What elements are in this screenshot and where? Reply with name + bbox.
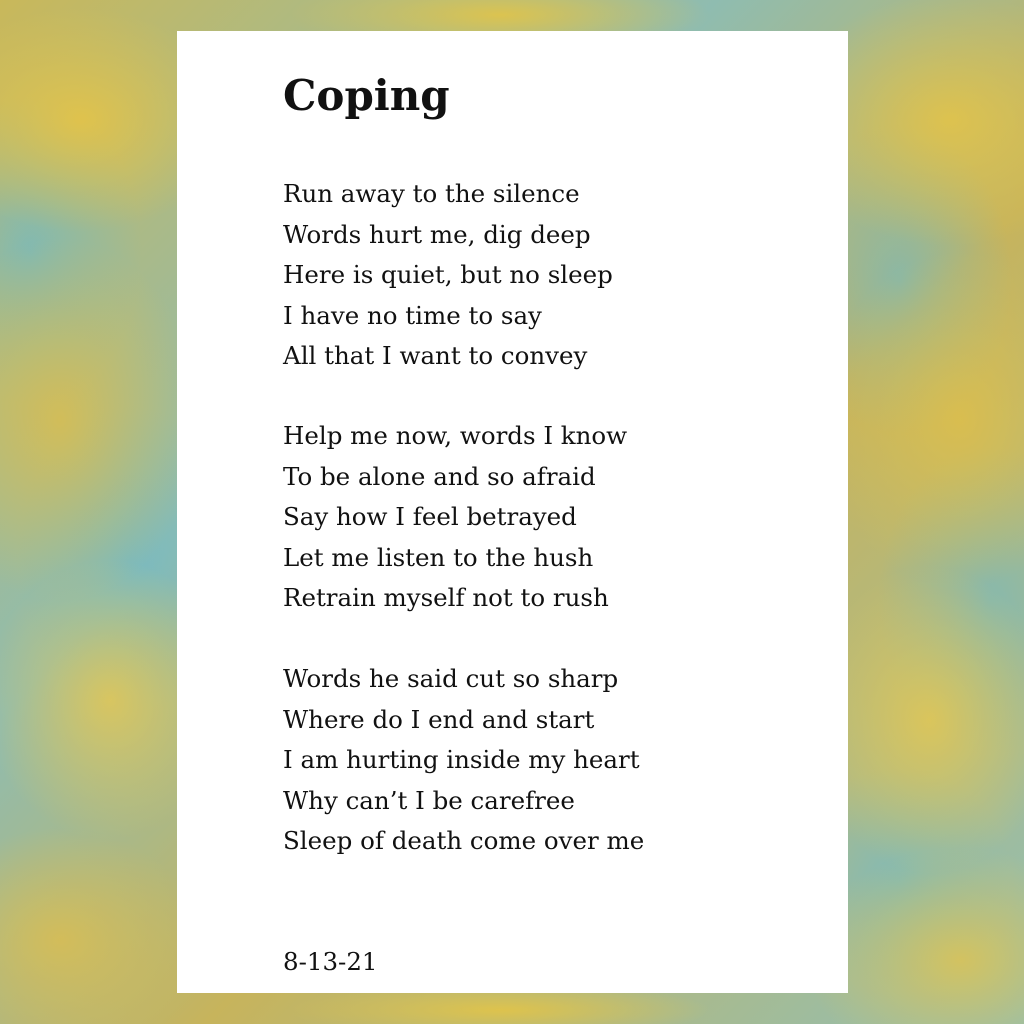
stanza-3 — [283, 659, 644, 862]
poem-title: Coping — [283, 71, 450, 120]
poem-line: Help me now, words I know — [283, 421, 628, 450]
poem-line: I am hurting inside my heart — [283, 745, 640, 774]
poem-line: Retrain myself not to rush — [283, 583, 609, 612]
stanza-2 — [283, 416, 627, 619]
poem-line: Say how I feel betrayed — [283, 502, 577, 531]
poem-line: Run away to the silence — [283, 179, 580, 208]
poem-line: Let me listen to the hush — [283, 542, 594, 572]
stanza-1 — [283, 174, 613, 377]
poem-line: Why can’t I be carefree — [283, 785, 575, 815]
poem-line: Words hurt me, dig deep — [283, 219, 591, 249]
poem-line: All that I want to convey — [283, 341, 588, 370]
poem-line: Words he said cut so sharp — [283, 664, 619, 693]
poem-date: 8-13-21 — [283, 947, 378, 976]
poem-line: Sleep of death come over me — [283, 826, 645, 855]
poem-line: Here is quiet, but no sleep — [283, 260, 613, 289]
poem-line: Where do I end and start — [283, 704, 595, 734]
poem-line: To be alone and so afraid — [283, 461, 596, 491]
poem-line: I have no time to say — [283, 300, 542, 330]
